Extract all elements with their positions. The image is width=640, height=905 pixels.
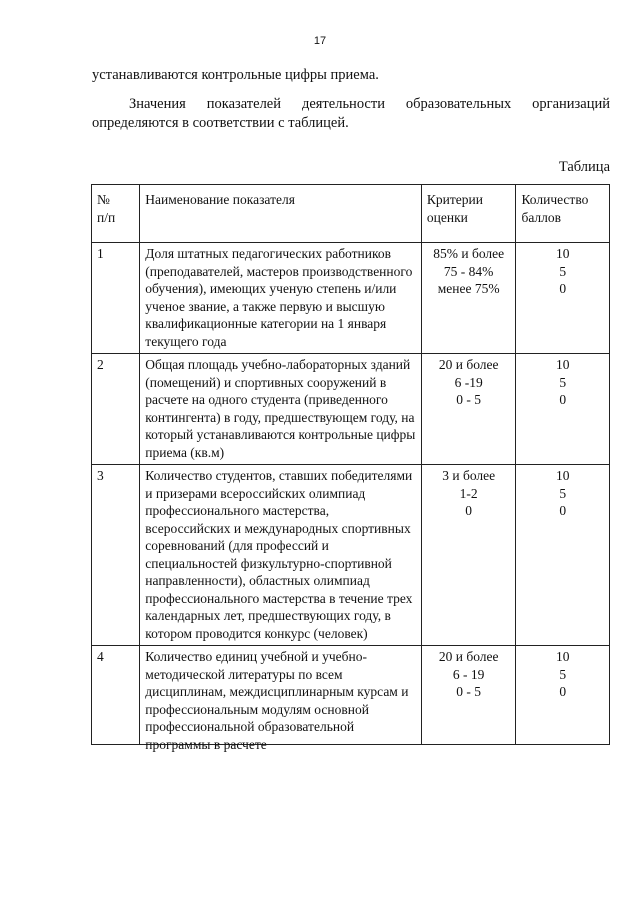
score-value: 10	[555, 649, 570, 664]
criteria-value: 0 - 5	[456, 392, 482, 407]
row-indicator-name: Общая площадь учебно-лабораторных зданий (помещений) и спортивных сооружений в расчете на одного студента (приведенного контингента) в году, предшествующем году, на который устанавливаются контрольные цифры приема (кв.м)	[140, 354, 422, 465]
row-scores	[516, 354, 610, 465]
header-criteria	[421, 185, 516, 243]
criteria-value: 75 - 84%	[443, 263, 494, 279]
header-criteria-line1: Критерии	[426, 192, 483, 207]
score-value: 10	[555, 246, 570, 261]
criteria-value: 20 и более	[438, 357, 499, 372]
row-indicator-name-text: Количество единиц учебной и учебно-методической литературы по всем дисциплинам, междисциплинарным курсам и профессиональным модулям основной профессиональной образовательной программы в расчете	[145, 649, 409, 752]
header-name: Наименование показателя	[140, 185, 422, 243]
indicators-table	[91, 184, 610, 752]
criteria-value: 85% и более	[433, 246, 505, 261]
header-number-line1: №	[97, 192, 110, 207]
criteria-value: 0 - 5	[456, 684, 482, 699]
table-row	[92, 465, 610, 646]
score-value: 10	[555, 468, 570, 483]
score-value: 5	[559, 666, 567, 682]
table-caption: Таблица	[558, 159, 610, 175]
header-score-line2: баллов	[521, 209, 562, 225]
row-indicator-name: Количество студентов, ставших победителями и призерами всероссийских олимпиад профессионального мастерства, всероссийских и международных спортивных соревнований (для профессий и специальностей физкультурно-спортивной направленности), областных олимпиад профессионального мастерства в течение трех календарных лет, предшествующих году, в котором проводится конкурс (человек)	[140, 465, 422, 646]
row-criteria	[421, 243, 516, 354]
criteria-value: менее 75%	[437, 281, 500, 296]
intro-paragraph	[92, 95, 610, 133]
score-value: 0	[559, 503, 567, 518]
table-header-row	[92, 185, 610, 243]
row-number: 4	[92, 646, 140, 745]
row-criteria	[421, 354, 516, 465]
row-scores	[516, 646, 610, 745]
intro-line-2: определяются в соответствии с таблицей.	[92, 115, 349, 131]
header-score	[516, 185, 610, 243]
row-number: 1	[92, 243, 140, 354]
table-row	[92, 243, 610, 354]
criteria-value: 3 и более	[442, 468, 496, 483]
row-number: 3	[92, 465, 140, 646]
row-criteria	[421, 465, 516, 646]
header-number-line2: п/п	[97, 209, 116, 225]
page-number: 17	[313, 35, 327, 47]
header-criteria-line2: оценки	[426, 209, 468, 225]
score-value: 0	[559, 392, 567, 407]
row-scores	[516, 243, 610, 354]
header-number	[92, 185, 140, 243]
criteria-value: 0	[465, 503, 473, 518]
header-score-line1: Количество	[521, 192, 589, 207]
row-number: 2	[92, 354, 140, 465]
criteria-value: 1-2	[459, 485, 478, 501]
score-value: 0	[559, 684, 567, 699]
intro-line-1: Значения показателей деятельности образовательных организаций	[129, 96, 610, 112]
row-scores	[516, 465, 610, 646]
row-criteria	[421, 646, 516, 745]
table-row	[92, 354, 610, 465]
continuation-paragraph: устанавливаются контрольные цифры приема.	[92, 67, 379, 83]
score-value: 10	[555, 357, 570, 372]
row-indicator-name: Доля штатных педагогических работников (преподавателей, мастеров производственного обучения), имеющих ученую степень и/или ученое звание, а также первую и высшую квалификационные категории на 1 января текущего года	[140, 243, 422, 354]
criteria-value: 6 - 19	[452, 666, 485, 682]
score-value: 5	[559, 263, 567, 279]
table-row	[92, 646, 610, 745]
score-value: 0	[559, 281, 567, 296]
row-indicator-name	[140, 646, 422, 752]
criteria-value: 20 и более	[438, 649, 499, 664]
score-value: 5	[559, 485, 567, 501]
score-value: 5	[559, 374, 567, 390]
criteria-value: 6 -19	[454, 374, 483, 390]
